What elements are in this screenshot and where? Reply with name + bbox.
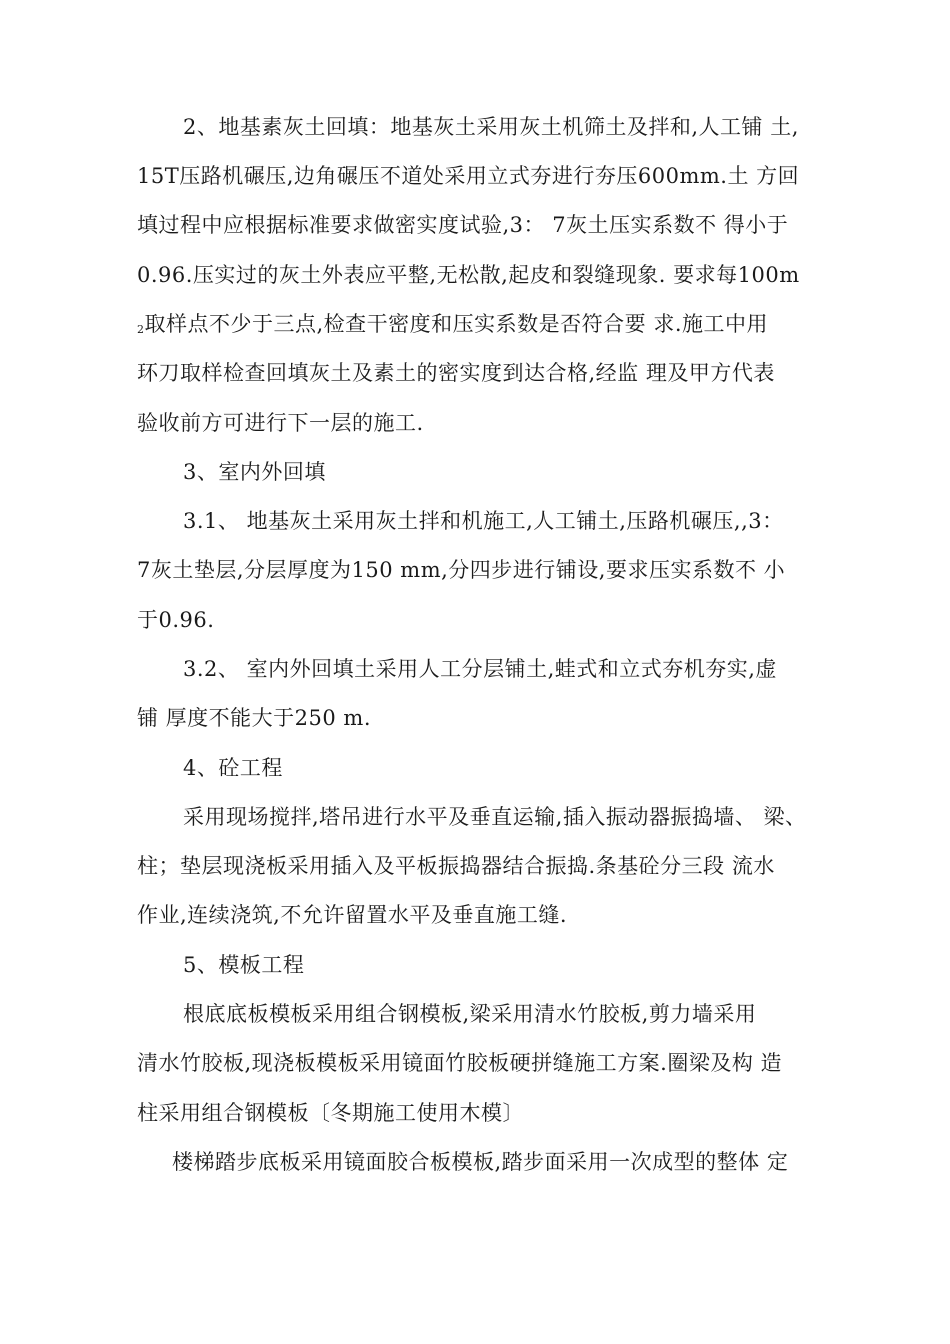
paragraph-line-7: 验收前方可进行下一层的施工.	[137, 411, 424, 435]
section-heading-3: 3、室内外回填	[183, 460, 326, 484]
paragraph-line-6: 环刀取样检查回填灰土及素土的密实度到达合格,经监 理及甲方代表	[137, 361, 775, 385]
paragraph-line-13: 铺 厚度不能大于250 m.	[137, 706, 372, 730]
paragraph-line-5	[137, 311, 768, 337]
paragraph-line-22: 楼梯踏步底板采用镜面胶合板模板,踏步面采用一次成型的整体 定	[172, 1150, 789, 1174]
paragraph-line-4: 0.96.压实过的灰土外表应平整,无松散,起皮和裂缝现象. 要求每100m	[137, 263, 800, 287]
superscript-2: 2	[137, 323, 145, 336]
paragraph-line-9: 3.1、 地基灰土采用灰土拌和机施工,人工铺土,压路机碾压,,3：	[183, 509, 784, 533]
paragraph-line-16: 柱；垫层现浇板采用插入及平板振捣器结合振捣.条基砼分三段 流水	[137, 854, 775, 878]
paragraph-line-3: 填过程中应根据标准要求做密实度试验,3： 7灰土压实系数不 得小于	[137, 213, 789, 237]
paragraph-line-5-text: 取样点不少于三点,检查干密度和压实系数是否符合要 求.施工中用	[144, 312, 769, 336]
paragraph-line-1: 2、地基素灰土回填：地基灰土采用灰土机筛土及拌和,人工铺 土,	[183, 115, 799, 139]
paragraph-line-21: 柱采用组合钢模板〔冬期施工使用木模〕	[137, 1101, 524, 1125]
paragraph-line-19: 根底底板模板采用组合钢模板,梁采用清水竹胶板,剪力墙采用	[183, 1002, 757, 1026]
paragraph-line-20: 清水竹胶板,现浇板模板采用镜面竹胶板硬拼缝施工方案.圈梁及构 造	[137, 1051, 783, 1075]
paragraph-line-11: 于0.96.	[137, 608, 215, 632]
section-heading-4: 4、砼工程	[183, 756, 283, 780]
paragraph-line-17: 作业,连续浇筑,不允许留置水平及垂直施工缝.	[137, 903, 568, 927]
section-heading-5: 5、模板工程	[183, 953, 305, 977]
paragraph-line-10: 7灰土垫层,分层厚度为150 mm,分四步进行铺设,要求压实系数不 小	[137, 558, 786, 582]
paragraph-line-2: 15T压路机碾压,边角碾压不道处采用立式夯进行夯压600mm.土 方回	[137, 164, 800, 188]
paragraph-line-15: 采用现场搅拌,塔吊进行水平及垂直运输,插入振动器振捣墙、 梁、	[183, 805, 807, 829]
paragraph-line-12: 3.2、 室内外回填土采用人工分层铺土,蛙式和立式夯机夯实,虚	[183, 657, 777, 681]
